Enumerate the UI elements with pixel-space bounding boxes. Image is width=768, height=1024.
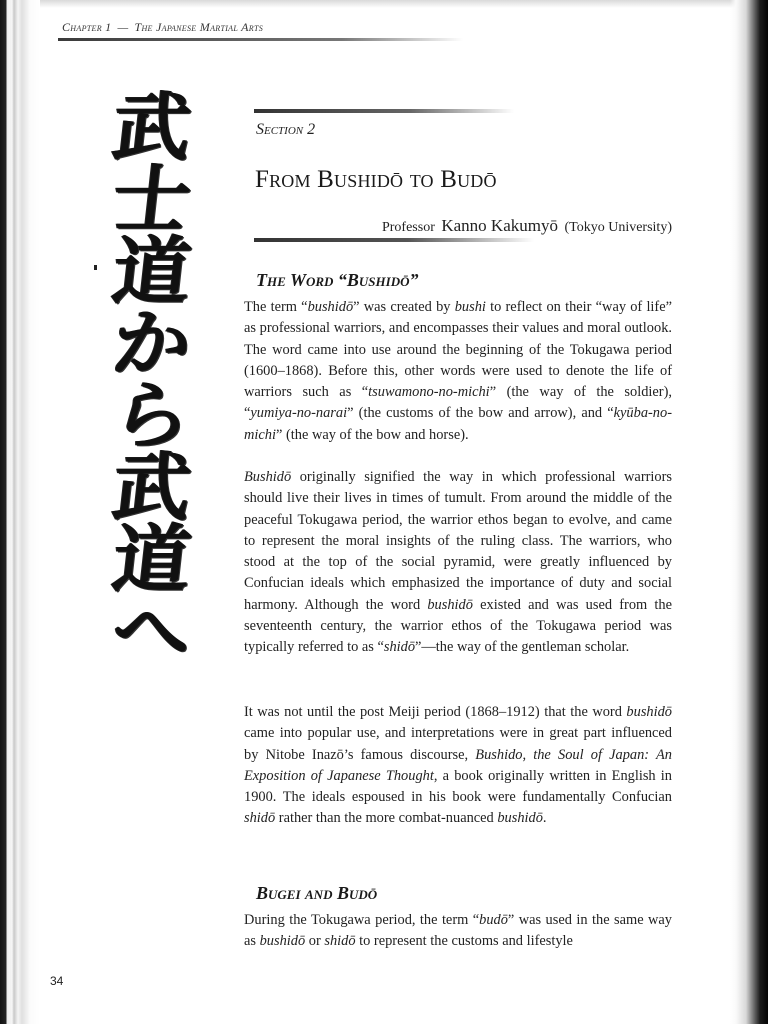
running-head-separator: — — [117, 20, 129, 34]
running-head-title: The Japanese Martial Arts — [134, 20, 264, 34]
section-title: From Bushidō to Budō — [255, 166, 497, 193]
scan-shadow-right — [730, 0, 768, 1024]
paragraph-2: Bushidō originally signified the way in which professional warriors should live their lives in times of tumult. From around the middle of the peaceful Tokugawa period, the warrior ethos began to evolve, and came to represent the moral insights of the ruling class. The warriors, who stood at the top of the social pyramid, were greatly influenced by Confucian ideals which emphasized the importance of duty and social harmony. Although the word bushidō existed and was used from the seventeenth century, the warrior ethos of the Tokugawa period was typically referred to as “shidō”—the way of the gentleman scholar. — [244, 469, 672, 656]
heading-bugei-budo: Bugei and Budō — [256, 883, 378, 903]
running-head-chapter: Chapter 1 — [62, 20, 112, 34]
byline-affiliation: (Tokyo University) — [564, 220, 672, 235]
section-rule — [254, 109, 514, 113]
running-head — [62, 20, 263, 35]
byline — [382, 216, 672, 236]
calligraphy-char: 道 — [108, 229, 196, 315]
section-label: Section 2 — [256, 121, 316, 138]
calligraphy-char: 武 — [108, 85, 196, 171]
calligraphy-char: 士 — [108, 157, 196, 243]
running-head-rule — [58, 38, 463, 41]
paragraph-1: The term “bushidō” was created by bushi to reflect on their “way of life” as professional warriors, and encompasses their values and moral outlook. The word came into use around the beginning of the Tokugawa period (1600–1868). Before this, other words were used to denote the life of warriors such as “tsuwamono-no-michi” (the way of the soldier), “yumiya-no-narai” (the customs of the bow and arrow), and “kyūba-no-michi” (the way of the bow and horse). — [244, 299, 673, 443]
byline-role: Professor — [381, 220, 435, 235]
byline-author-name: Kanno Kakumyō — [441, 216, 558, 235]
paragraph-4: During the Tokugawa period, the term “budō” was used in the same way as bushidō or shidō to represent the customs and lifestyle — [244, 912, 672, 950]
calligraphy-char: か — [108, 301, 196, 387]
scan-shadow-top — [0, 0, 768, 8]
calligraphy-char: ら — [108, 373, 196, 459]
margin-mark — [94, 265, 97, 270]
heading-word-bushido: The Word “Bushidō” — [256, 270, 419, 290]
page-number: 34 — [50, 974, 64, 988]
calligraphy-char: 武 — [108, 445, 196, 531]
calligraphy-column — [92, 85, 212, 675]
calligraphy-char: へ — [108, 589, 196, 675]
scan-shadow-left — [0, 0, 40, 1024]
byline-rule — [254, 238, 534, 242]
calligraphy-char: 道 — [108, 517, 196, 603]
paragraph-3: It was not until the post Meiji period (1868–1912) that the word bushidō came into popular use, and interpretations were in great part influenced by Nitobe Inazō’s famous discourse, Bushido, the Soul of Japan: An Exposition of Japanese Thought, a book originally written in English in 1900. The ideals espoused in his book were fundamentally Confucian shidō rather than the more combat-nuanced bushidō. — [244, 704, 673, 827]
